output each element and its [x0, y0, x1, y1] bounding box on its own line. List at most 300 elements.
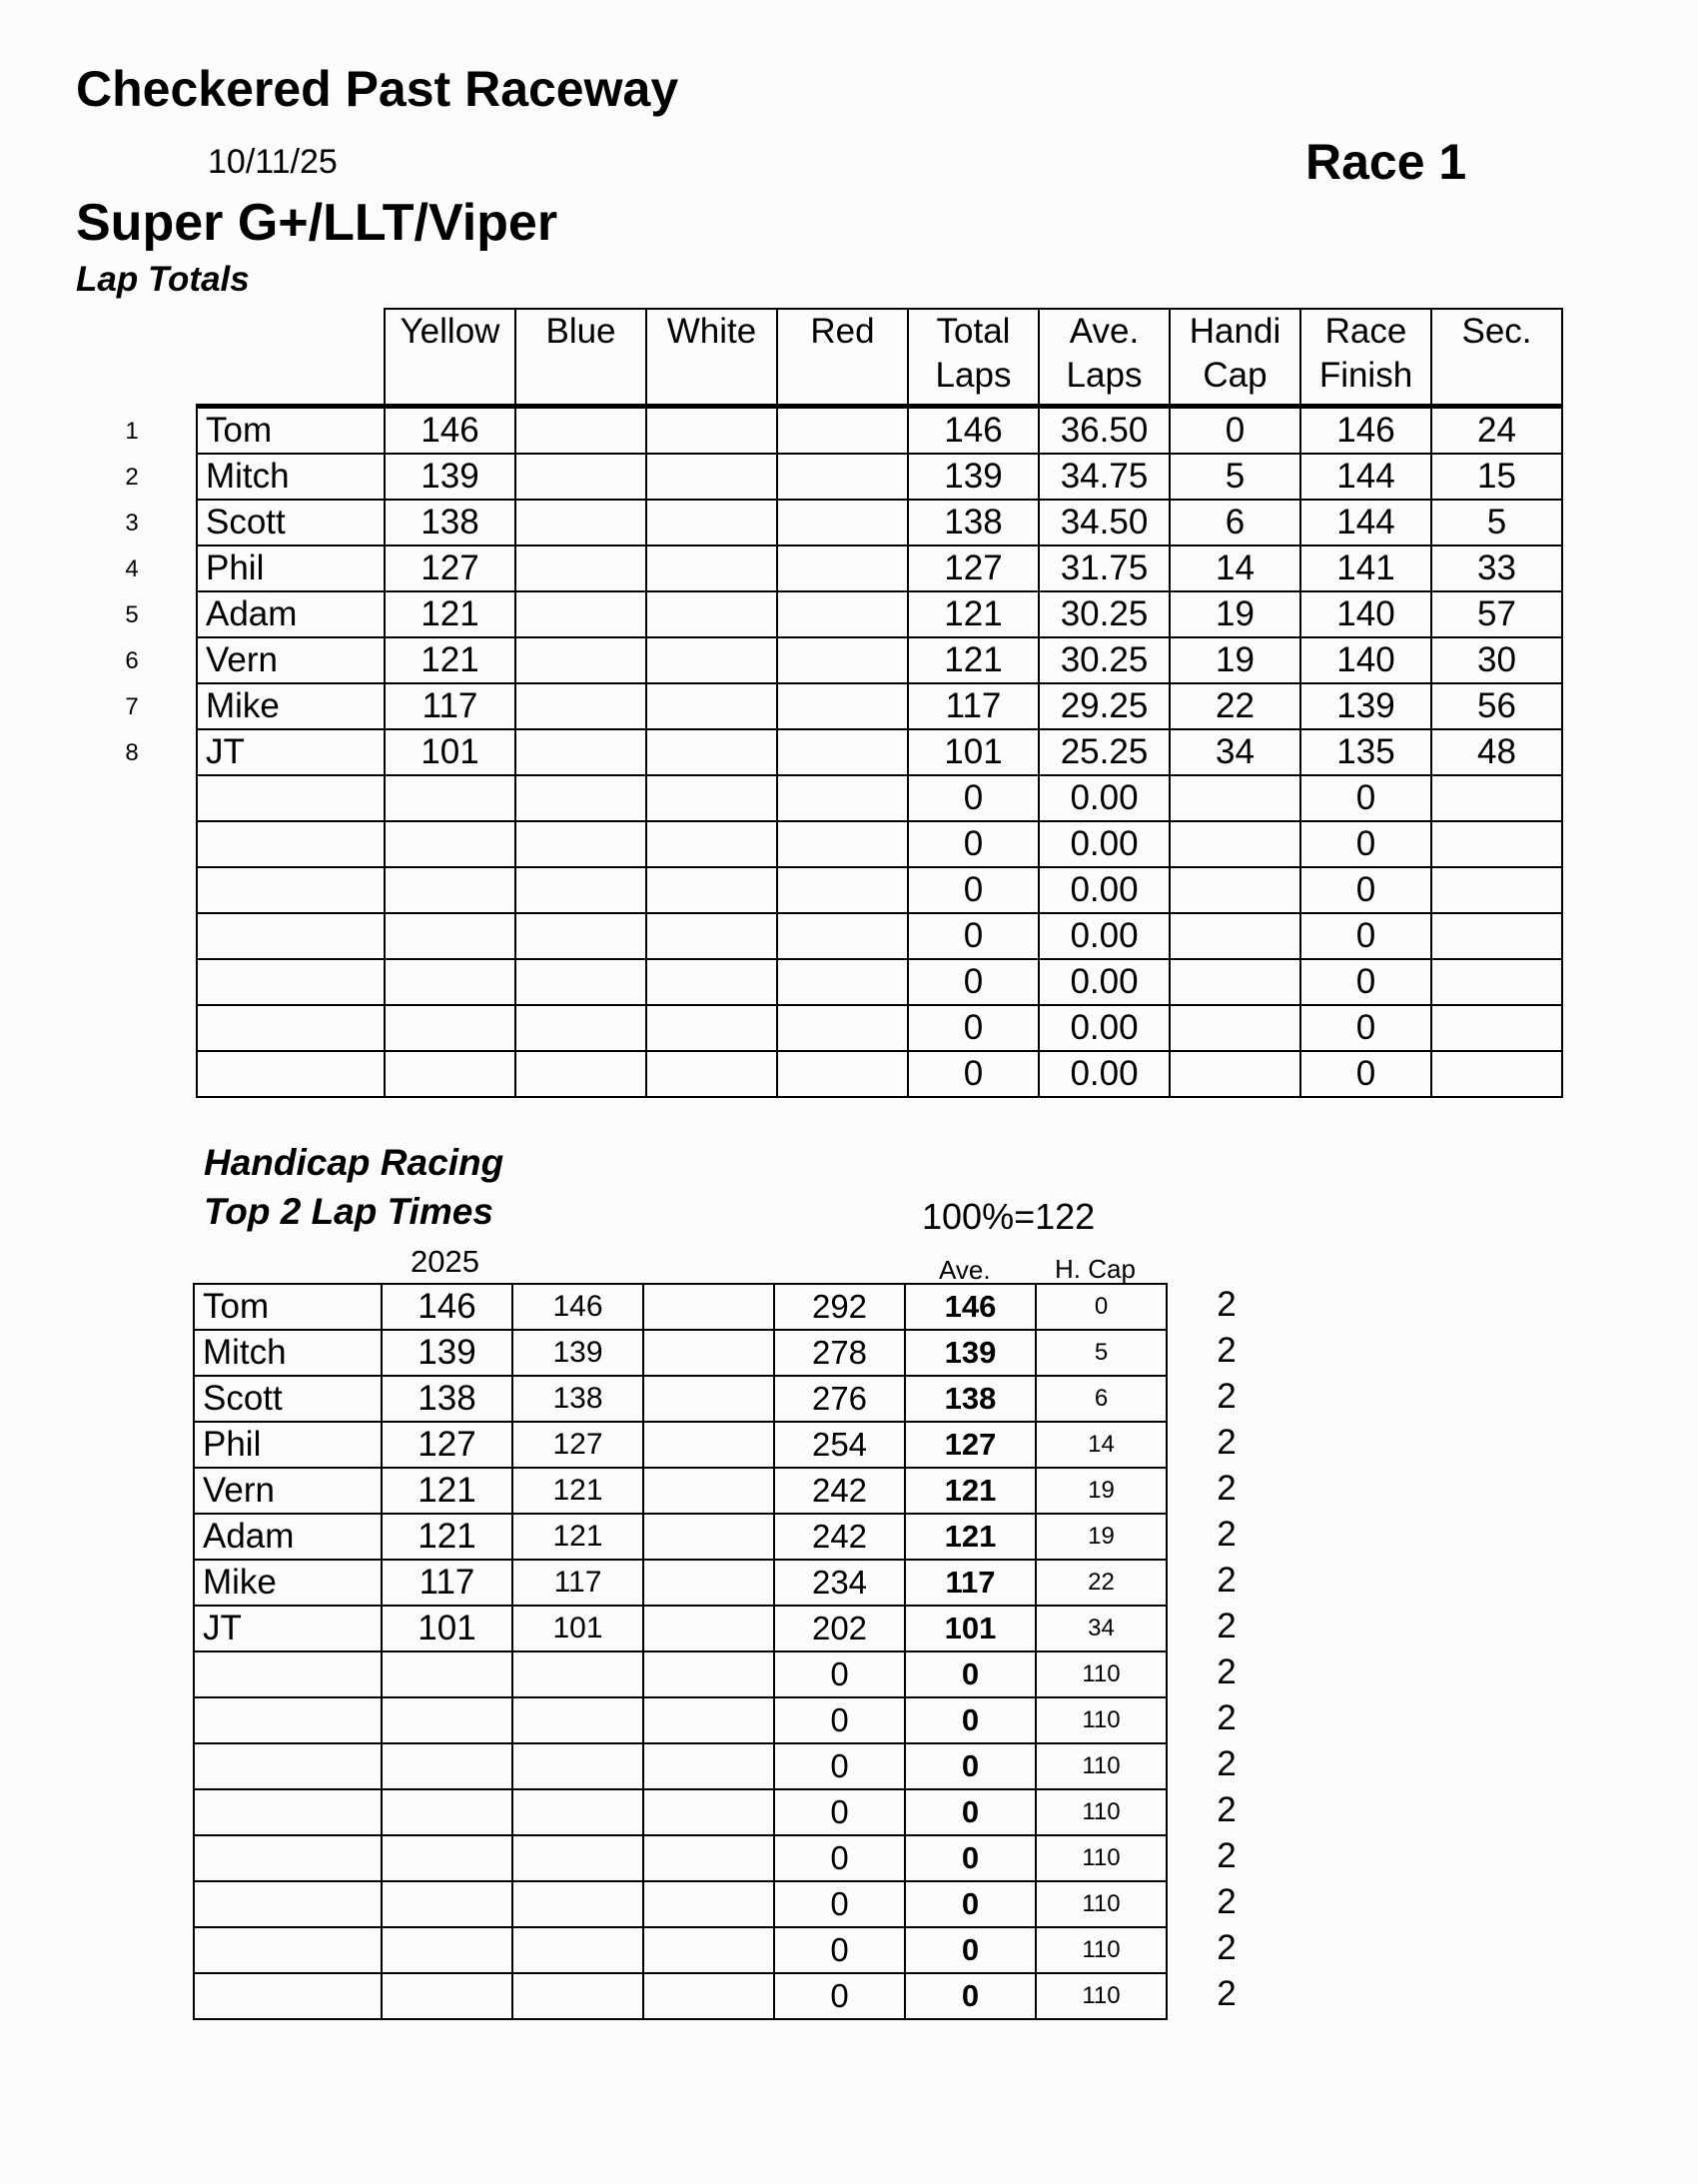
sec-cell	[1431, 1005, 1562, 1051]
white-cell	[646, 637, 777, 683]
hcap-cell: 110	[1036, 1651, 1167, 1697]
hcap-cell: 19	[1036, 1514, 1167, 1560]
column-header-line1: Blue	[545, 312, 616, 351]
table-row	[194, 1651, 1167, 1697]
best-lap-1	[382, 1789, 512, 1835]
best-lap-1	[382, 1927, 512, 1973]
white-cell	[646, 867, 777, 913]
empty-cell	[643, 1743, 774, 1789]
table-row	[197, 591, 1562, 637]
handicap-cell: 19	[1170, 637, 1300, 683]
ave-cell: 0	[905, 1789, 1036, 1835]
red-cell	[777, 591, 908, 637]
empty-cell	[643, 1330, 774, 1376]
ave-cell: 0.00	[1039, 959, 1170, 1005]
lap-sum: 234	[774, 1560, 905, 1606]
ave-cell: 0.00	[1039, 1051, 1170, 1097]
best-lap-2	[512, 1651, 643, 1697]
column-header-line2: Laps	[1066, 356, 1143, 395]
hcap-cell: 110	[1036, 1697, 1167, 1743]
lap-sum: 0	[774, 1697, 905, 1743]
total-cell: 0	[908, 1051, 1039, 1097]
count-value: 2	[1217, 1607, 1237, 1645]
table-row	[197, 1005, 1562, 1051]
column-header	[1431, 309, 1562, 407]
hcap-cell: 110	[1036, 1881, 1167, 1927]
column-header	[646, 309, 777, 407]
yellow-cell: 117	[385, 683, 515, 729]
driver-name: JT	[194, 1606, 382, 1651]
driver-name	[197, 913, 385, 959]
white-cell	[646, 591, 777, 637]
count-value: 2	[1217, 1882, 1237, 1921]
best-lap-1	[382, 1697, 512, 1743]
blue-cell	[515, 683, 646, 729]
best-lap-1	[382, 1881, 512, 1927]
best-lap-1: 121	[382, 1468, 512, 1514]
yellow-cell: 127	[385, 546, 515, 591]
best-lap-2	[512, 1697, 643, 1743]
red-cell	[777, 867, 908, 913]
ave-cell: 0	[905, 1697, 1036, 1743]
total-cell: 0	[908, 959, 1039, 1005]
hcap-column-label: H. Cap	[1055, 1254, 1136, 1284]
ave-cell: 146	[905, 1284, 1036, 1330]
sec-cell	[1431, 1051, 1562, 1097]
yellow-cell	[385, 1051, 515, 1097]
driver-name	[194, 1881, 382, 1927]
table-row	[197, 867, 1562, 913]
red-cell	[777, 821, 908, 867]
driver-name: Scott	[194, 1376, 382, 1422]
red-cell	[777, 500, 908, 546]
red-cell	[777, 546, 908, 591]
total-cell: 0	[908, 775, 1039, 821]
handicap-cell	[1170, 913, 1300, 959]
sec-cell	[1431, 867, 1562, 913]
sec-cell: 24	[1431, 407, 1562, 455]
blue-cell	[515, 637, 646, 683]
handicap-title: Handicap Racing	[204, 1142, 504, 1183]
count-value: 2	[1217, 1285, 1237, 1324]
yellow-cell: 121	[385, 591, 515, 637]
lap-sum: 254	[774, 1422, 905, 1468]
finish-cell: 0	[1300, 959, 1431, 1005]
finish-cell: 0	[1300, 821, 1431, 867]
total-cell: 127	[908, 546, 1039, 591]
finish-cell: 0	[1300, 867, 1431, 913]
yellow-cell	[385, 959, 515, 1005]
empty-cell	[643, 1927, 774, 1973]
row-number: 3	[125, 510, 139, 537]
hcap-cell: 110	[1036, 1835, 1167, 1881]
count-value: 2	[1217, 1652, 1237, 1691]
best-lap-1: 127	[382, 1422, 512, 1468]
table-row	[197, 1051, 1562, 1097]
blue-cell	[515, 546, 646, 591]
table-row	[194, 1376, 1167, 1422]
table-row	[194, 1330, 1167, 1376]
lap-sum: 276	[774, 1376, 905, 1422]
column-header-line1: Handi	[1189, 312, 1281, 351]
driver-name	[194, 1973, 382, 2019]
count-value: 2	[1217, 1744, 1237, 1783]
blue-cell	[515, 454, 646, 500]
column-header	[908, 309, 1039, 407]
column-header	[1300, 309, 1431, 407]
ave-cell: 36.50	[1039, 407, 1170, 455]
sec-cell: 33	[1431, 546, 1562, 591]
yellow-cell: 101	[385, 729, 515, 775]
hcap-cell: 110	[1036, 1743, 1167, 1789]
best-lap-2	[512, 1881, 643, 1927]
ave-cell: 0	[905, 1743, 1036, 1789]
column-header-line1: White	[666, 312, 757, 351]
hcap-cell: 0	[1036, 1284, 1167, 1330]
blue-cell	[515, 591, 646, 637]
white-cell	[646, 821, 777, 867]
table-row	[197, 729, 1562, 775]
best-lap-1: 117	[382, 1560, 512, 1606]
table-row	[197, 454, 1562, 500]
best-lap-2: 146	[512, 1284, 643, 1330]
best-lap-2	[512, 1973, 643, 2019]
sec-cell	[1431, 913, 1562, 959]
handicap-table	[193, 1283, 1168, 2020]
finish-cell: 141	[1300, 546, 1431, 591]
ave-cell: 29.25	[1039, 683, 1170, 729]
count-value: 2	[1217, 1561, 1237, 1600]
finish-cell: 140	[1300, 591, 1431, 637]
white-cell	[646, 500, 777, 546]
sec-cell: 15	[1431, 454, 1562, 500]
best-lap-1: 146	[382, 1284, 512, 1330]
hcap-cell: 110	[1036, 1973, 1167, 2019]
driver-name	[197, 821, 385, 867]
table-row	[197, 821, 1562, 867]
white-cell	[646, 1051, 777, 1097]
ave-cell: 0.00	[1039, 821, 1170, 867]
handicap-cell	[1170, 1051, 1300, 1097]
sec-cell: 57	[1431, 591, 1562, 637]
blue-cell	[515, 959, 646, 1005]
ave-cell: 30.25	[1039, 591, 1170, 637]
count-value: 2	[1217, 1515, 1237, 1554]
yellow-cell	[385, 1005, 515, 1051]
count-value: 2	[1217, 1790, 1237, 1829]
yellow-cell: 139	[385, 454, 515, 500]
driver-name	[197, 1005, 385, 1051]
lap-sum: 242	[774, 1468, 905, 1514]
table-row	[197, 959, 1562, 1005]
finish-cell: 135	[1300, 729, 1431, 775]
driver-name: Phil	[194, 1422, 382, 1468]
sec-cell: 48	[1431, 729, 1562, 775]
driver-name	[194, 1789, 382, 1835]
empty-cell	[643, 1789, 774, 1835]
finish-cell: 140	[1300, 637, 1431, 683]
table-row	[194, 1927, 1167, 1973]
lap-totals-table	[196, 308, 1563, 1098]
row-number: 4	[125, 555, 139, 582]
ave-cell: 0	[905, 1881, 1036, 1927]
empty-cell	[643, 1651, 774, 1697]
lap-sum: 0	[774, 1743, 905, 1789]
table-row	[197, 683, 1562, 729]
yellow-cell: 146	[385, 407, 515, 455]
best-lap-2: 138	[512, 1376, 643, 1422]
handicap-cell	[1170, 821, 1300, 867]
lap-sum: 202	[774, 1606, 905, 1651]
empty-cell	[643, 1468, 774, 1514]
driver-name	[194, 1697, 382, 1743]
total-cell: 138	[908, 500, 1039, 546]
table-row	[194, 1973, 1167, 2019]
race-date: 10/11/25	[208, 143, 338, 181]
driver-name	[194, 1927, 382, 1973]
best-lap-2	[512, 1743, 643, 1789]
empty-cell	[643, 1284, 774, 1330]
row-number: 2	[125, 464, 139, 491]
handicap-cell: 22	[1170, 683, 1300, 729]
finish-cell: 0	[1300, 775, 1431, 821]
table-row	[197, 637, 1562, 683]
finish-cell: 144	[1300, 500, 1431, 546]
empty-cell	[643, 1881, 774, 1927]
driver-name: Vern	[197, 637, 385, 683]
driver-name: Tom	[197, 407, 385, 455]
driver-name: Adam	[197, 591, 385, 637]
best-lap-2	[512, 1927, 643, 1973]
sec-cell: 5	[1431, 500, 1562, 546]
white-cell	[646, 407, 777, 455]
lap-sum: 0	[774, 1651, 905, 1697]
class-subtitle: Super G+/LLT/Viper	[76, 194, 558, 252]
table-row	[194, 1606, 1167, 1651]
driver-name	[197, 867, 385, 913]
best-lap-1: 121	[382, 1514, 512, 1560]
best-lap-2: 121	[512, 1514, 643, 1560]
best-lap-2: 139	[512, 1330, 643, 1376]
best-lap-2	[512, 1789, 643, 1835]
row-number: 6	[125, 647, 139, 674]
table-row	[194, 1789, 1167, 1835]
white-cell	[646, 454, 777, 500]
best-lap-1	[382, 1651, 512, 1697]
lap-sum: 278	[774, 1330, 905, 1376]
year-label: 2025	[411, 1244, 479, 1279]
column-header-line1: Total	[936, 312, 1011, 351]
ave-cell: 121	[905, 1468, 1036, 1514]
driver-name: Mitch	[194, 1330, 382, 1376]
column-header	[1039, 309, 1170, 407]
best-lap-1	[382, 1835, 512, 1881]
hcap-cell: 6	[1036, 1376, 1167, 1422]
hcap-cell: 14	[1036, 1422, 1167, 1468]
count-value: 2	[1217, 1331, 1237, 1370]
count-value: 2	[1217, 1469, 1237, 1508]
red-cell	[777, 913, 908, 959]
header-blank	[197, 309, 385, 407]
yellow-cell	[385, 913, 515, 959]
driver-name: Mike	[197, 683, 385, 729]
lap-sum: 242	[774, 1514, 905, 1560]
table-row	[194, 1514, 1167, 1560]
column-header-line2: Finish	[1318, 356, 1413, 395]
handicap-cell: 14	[1170, 546, 1300, 591]
header-row	[197, 309, 1562, 407]
column-header-line2: Laps	[935, 356, 1012, 395]
hcap-cell: 110	[1036, 1927, 1167, 1973]
driver-name	[197, 775, 385, 821]
white-cell	[646, 729, 777, 775]
total-cell: 0	[908, 821, 1039, 867]
ave-cell: 30.25	[1039, 637, 1170, 683]
ave-cell: 0.00	[1039, 1005, 1170, 1051]
yellow-cell	[385, 867, 515, 913]
white-cell	[646, 546, 777, 591]
handicap-cell: 0	[1170, 407, 1300, 455]
finish-cell: 139	[1300, 683, 1431, 729]
blue-cell	[515, 1005, 646, 1051]
ave-cell: 31.75	[1039, 546, 1170, 591]
blue-cell	[515, 867, 646, 913]
ave-cell: 101	[905, 1606, 1036, 1651]
ave-cell: 0	[905, 1927, 1036, 1973]
sec-cell: 30	[1431, 637, 1562, 683]
count-value: 2	[1217, 1698, 1237, 1737]
sec-cell: 56	[1431, 683, 1562, 729]
blue-cell	[515, 729, 646, 775]
red-cell	[777, 683, 908, 729]
white-cell	[646, 775, 777, 821]
lap-sum: 0	[774, 1927, 905, 1973]
column-header-line1: Ave.	[1069, 312, 1140, 351]
table-row	[194, 1284, 1167, 1330]
best-lap-2: 101	[512, 1606, 643, 1651]
finish-cell: 0	[1300, 913, 1431, 959]
white-cell	[646, 1005, 777, 1051]
ave-cell: 34.75	[1039, 454, 1170, 500]
empty-cell	[643, 1376, 774, 1422]
sec-cell	[1431, 775, 1562, 821]
table-row	[194, 1743, 1167, 1789]
hcap-cell: 19	[1036, 1468, 1167, 1514]
sec-cell	[1431, 959, 1562, 1005]
lap-sum: 292	[774, 1284, 905, 1330]
ave-cell: 0	[905, 1835, 1036, 1881]
driver-name	[194, 1743, 382, 1789]
ave-cell: 34.50	[1039, 500, 1170, 546]
ave-cell: 25.25	[1039, 729, 1170, 775]
best-lap-1	[382, 1973, 512, 2019]
handicap-cell	[1170, 775, 1300, 821]
ave-cell: 139	[905, 1330, 1036, 1376]
white-cell	[646, 959, 777, 1005]
ave-cell: 0	[905, 1973, 1036, 2019]
column-header-line1: Sec.	[1461, 312, 1532, 351]
blue-cell	[515, 913, 646, 959]
ave-column-label: Ave.	[939, 1255, 991, 1285]
empty-cell	[643, 1422, 774, 1468]
total-cell: 101	[908, 729, 1039, 775]
column-header-line1: Yellow	[400, 312, 500, 351]
handicap-cell: 19	[1170, 591, 1300, 637]
best-lap-2: 121	[512, 1468, 643, 1514]
lap-sum: 0	[774, 1835, 905, 1881]
red-cell	[777, 637, 908, 683]
empty-cell	[643, 1697, 774, 1743]
count-value: 2	[1217, 1928, 1237, 1967]
red-cell	[777, 729, 908, 775]
lap-sum: 0	[774, 1881, 905, 1927]
driver-name: Mike	[194, 1560, 382, 1606]
column-header	[777, 309, 908, 407]
red-cell	[777, 959, 908, 1005]
best-lap-2: 127	[512, 1422, 643, 1468]
driver-name	[197, 1051, 385, 1097]
white-cell	[646, 913, 777, 959]
driver-name	[197, 959, 385, 1005]
total-cell: 0	[908, 913, 1039, 959]
blue-cell	[515, 775, 646, 821]
driver-name	[194, 1835, 382, 1881]
blue-cell	[515, 821, 646, 867]
ave-cell: 0.00	[1039, 867, 1170, 913]
best-lap-1	[382, 1743, 512, 1789]
handicap-cell	[1170, 1005, 1300, 1051]
ave-cell: 127	[905, 1422, 1036, 1468]
total-cell: 146	[908, 407, 1039, 455]
count-value: 2	[1217, 1423, 1237, 1462]
sec-cell	[1431, 821, 1562, 867]
best-lap-2	[512, 1835, 643, 1881]
blue-cell	[515, 1051, 646, 1097]
table-row	[197, 407, 1562, 455]
best-lap-2: 117	[512, 1560, 643, 1606]
row-number: 1	[125, 418, 139, 445]
yellow-cell: 138	[385, 500, 515, 546]
total-cell: 139	[908, 454, 1039, 500]
column-header	[385, 309, 515, 407]
yellow-cell: 121	[385, 637, 515, 683]
table-row	[194, 1697, 1167, 1743]
hcap-cell: 110	[1036, 1789, 1167, 1835]
hcap-cell: 22	[1036, 1560, 1167, 1606]
column-header-line1: Race	[1324, 312, 1407, 351]
column-header	[515, 309, 646, 407]
best-lap-1: 139	[382, 1330, 512, 1376]
ave-cell: 117	[905, 1560, 1036, 1606]
table-row	[197, 546, 1562, 591]
row-number: 7	[125, 693, 139, 720]
top-lap-times-title: Top 2 Lap Times	[204, 1191, 493, 1232]
driver-name: Scott	[197, 500, 385, 546]
table-row	[194, 1468, 1167, 1514]
empty-cell	[643, 1973, 774, 2019]
ave-cell: 121	[905, 1514, 1036, 1560]
column-header-line1: Red	[810, 312, 875, 351]
empty-cell	[643, 1606, 774, 1651]
table-row	[194, 1560, 1167, 1606]
driver-name: Vern	[194, 1468, 382, 1514]
total-cell: 121	[908, 591, 1039, 637]
ave-cell: 0	[905, 1651, 1036, 1697]
best-lap-1: 101	[382, 1606, 512, 1651]
total-cell: 117	[908, 683, 1039, 729]
count-value: 2	[1217, 1377, 1237, 1416]
table-row	[194, 1422, 1167, 1468]
